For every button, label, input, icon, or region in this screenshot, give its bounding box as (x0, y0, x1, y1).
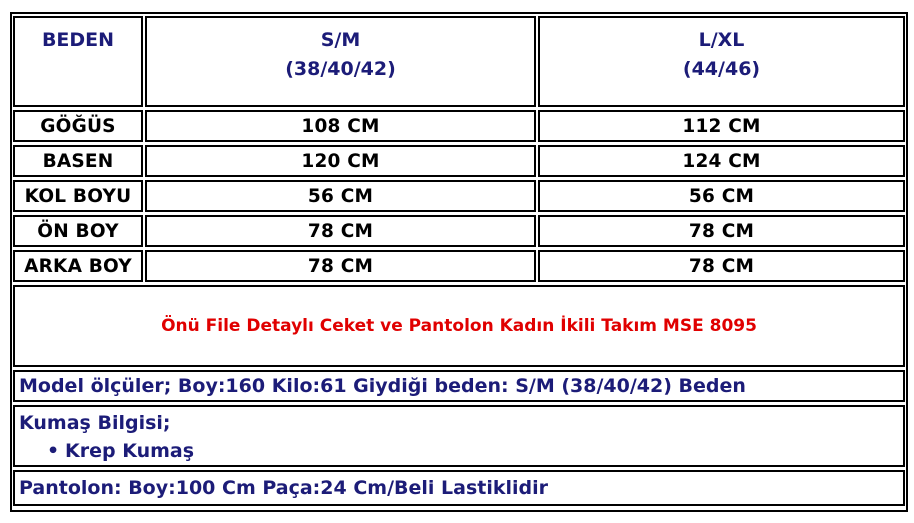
header-beden-cell (13, 16, 143, 107)
pants-info-cell (13, 470, 905, 506)
row-value-basen-lxl (538, 145, 905, 177)
row-label: GÖĞÜS (40, 115, 116, 137)
fabric-heading: Kumaş Bilgisi; (19, 412, 171, 434)
product-title: Önü File Detaylı Ceket ve Pantolon Kadın İkili Takım MSE 8095 (161, 316, 757, 336)
header-lxl-cell (538, 16, 905, 107)
fabric-info-cell (13, 405, 905, 467)
row-label-on-boy (13, 215, 143, 247)
header-lxl-range: (44/46) (682, 58, 761, 80)
row-label-arka-boy (13, 250, 143, 282)
row-value: 112 CM (682, 115, 761, 137)
row-label-basen (13, 145, 143, 177)
row-value-on-boy-lxl (538, 215, 905, 247)
row-value: 78 CM (307, 220, 374, 242)
product-title-cell (13, 285, 905, 367)
row-label: BASEN (42, 150, 114, 172)
row-value: 124 CM (682, 150, 761, 172)
row-value-kol-boyu-sm (145, 180, 536, 212)
row-value-gogus-lxl (538, 110, 905, 142)
row-value: 56 CM (688, 185, 755, 207)
row-label: ÖN BOY (37, 220, 119, 242)
row-value-kol-boyu-lxl (538, 180, 905, 212)
header-sm-range: (38/40/42) (285, 58, 396, 80)
row-label: KOL BOYU (24, 185, 132, 207)
row-label: ARKA BOY (24, 255, 132, 277)
row-label-kol-boyu (13, 180, 143, 212)
header-lxl-size: L/XL (698, 29, 745, 51)
fabric-item: Krep Kumaş (65, 440, 195, 462)
header-sm-cell (145, 16, 536, 107)
row-value-arka-boy-lxl (538, 250, 905, 282)
model-info-text: Model ölçüler; Boy:160 Kilo:61 Giydiği beden: S/M (38/40/42) Beden (19, 375, 746, 397)
list-item (19, 437, 903, 465)
row-value: 78 CM (688, 220, 755, 242)
pants-info-text: Pantolon: Boy:100 Cm Paça:24 Cm/Beli Lastiklidir (19, 477, 548, 499)
row-value-on-boy-sm (145, 215, 536, 247)
row-value: 78 CM (307, 255, 374, 277)
row-value: 56 CM (307, 185, 374, 207)
fabric-list (19, 437, 903, 465)
row-value-gogus-sm (145, 110, 536, 142)
row-value: 108 CM (301, 115, 380, 137)
row-value-arka-boy-sm (145, 250, 536, 282)
row-label-gogus (13, 110, 143, 142)
row-value-basen-sm (145, 145, 536, 177)
model-info-cell (13, 370, 905, 402)
header-sm-size: S/M (320, 29, 361, 51)
row-value: 78 CM (688, 255, 755, 277)
header-beden-label: BEDEN (41, 29, 115, 51)
row-value: 120 CM (301, 150, 380, 172)
